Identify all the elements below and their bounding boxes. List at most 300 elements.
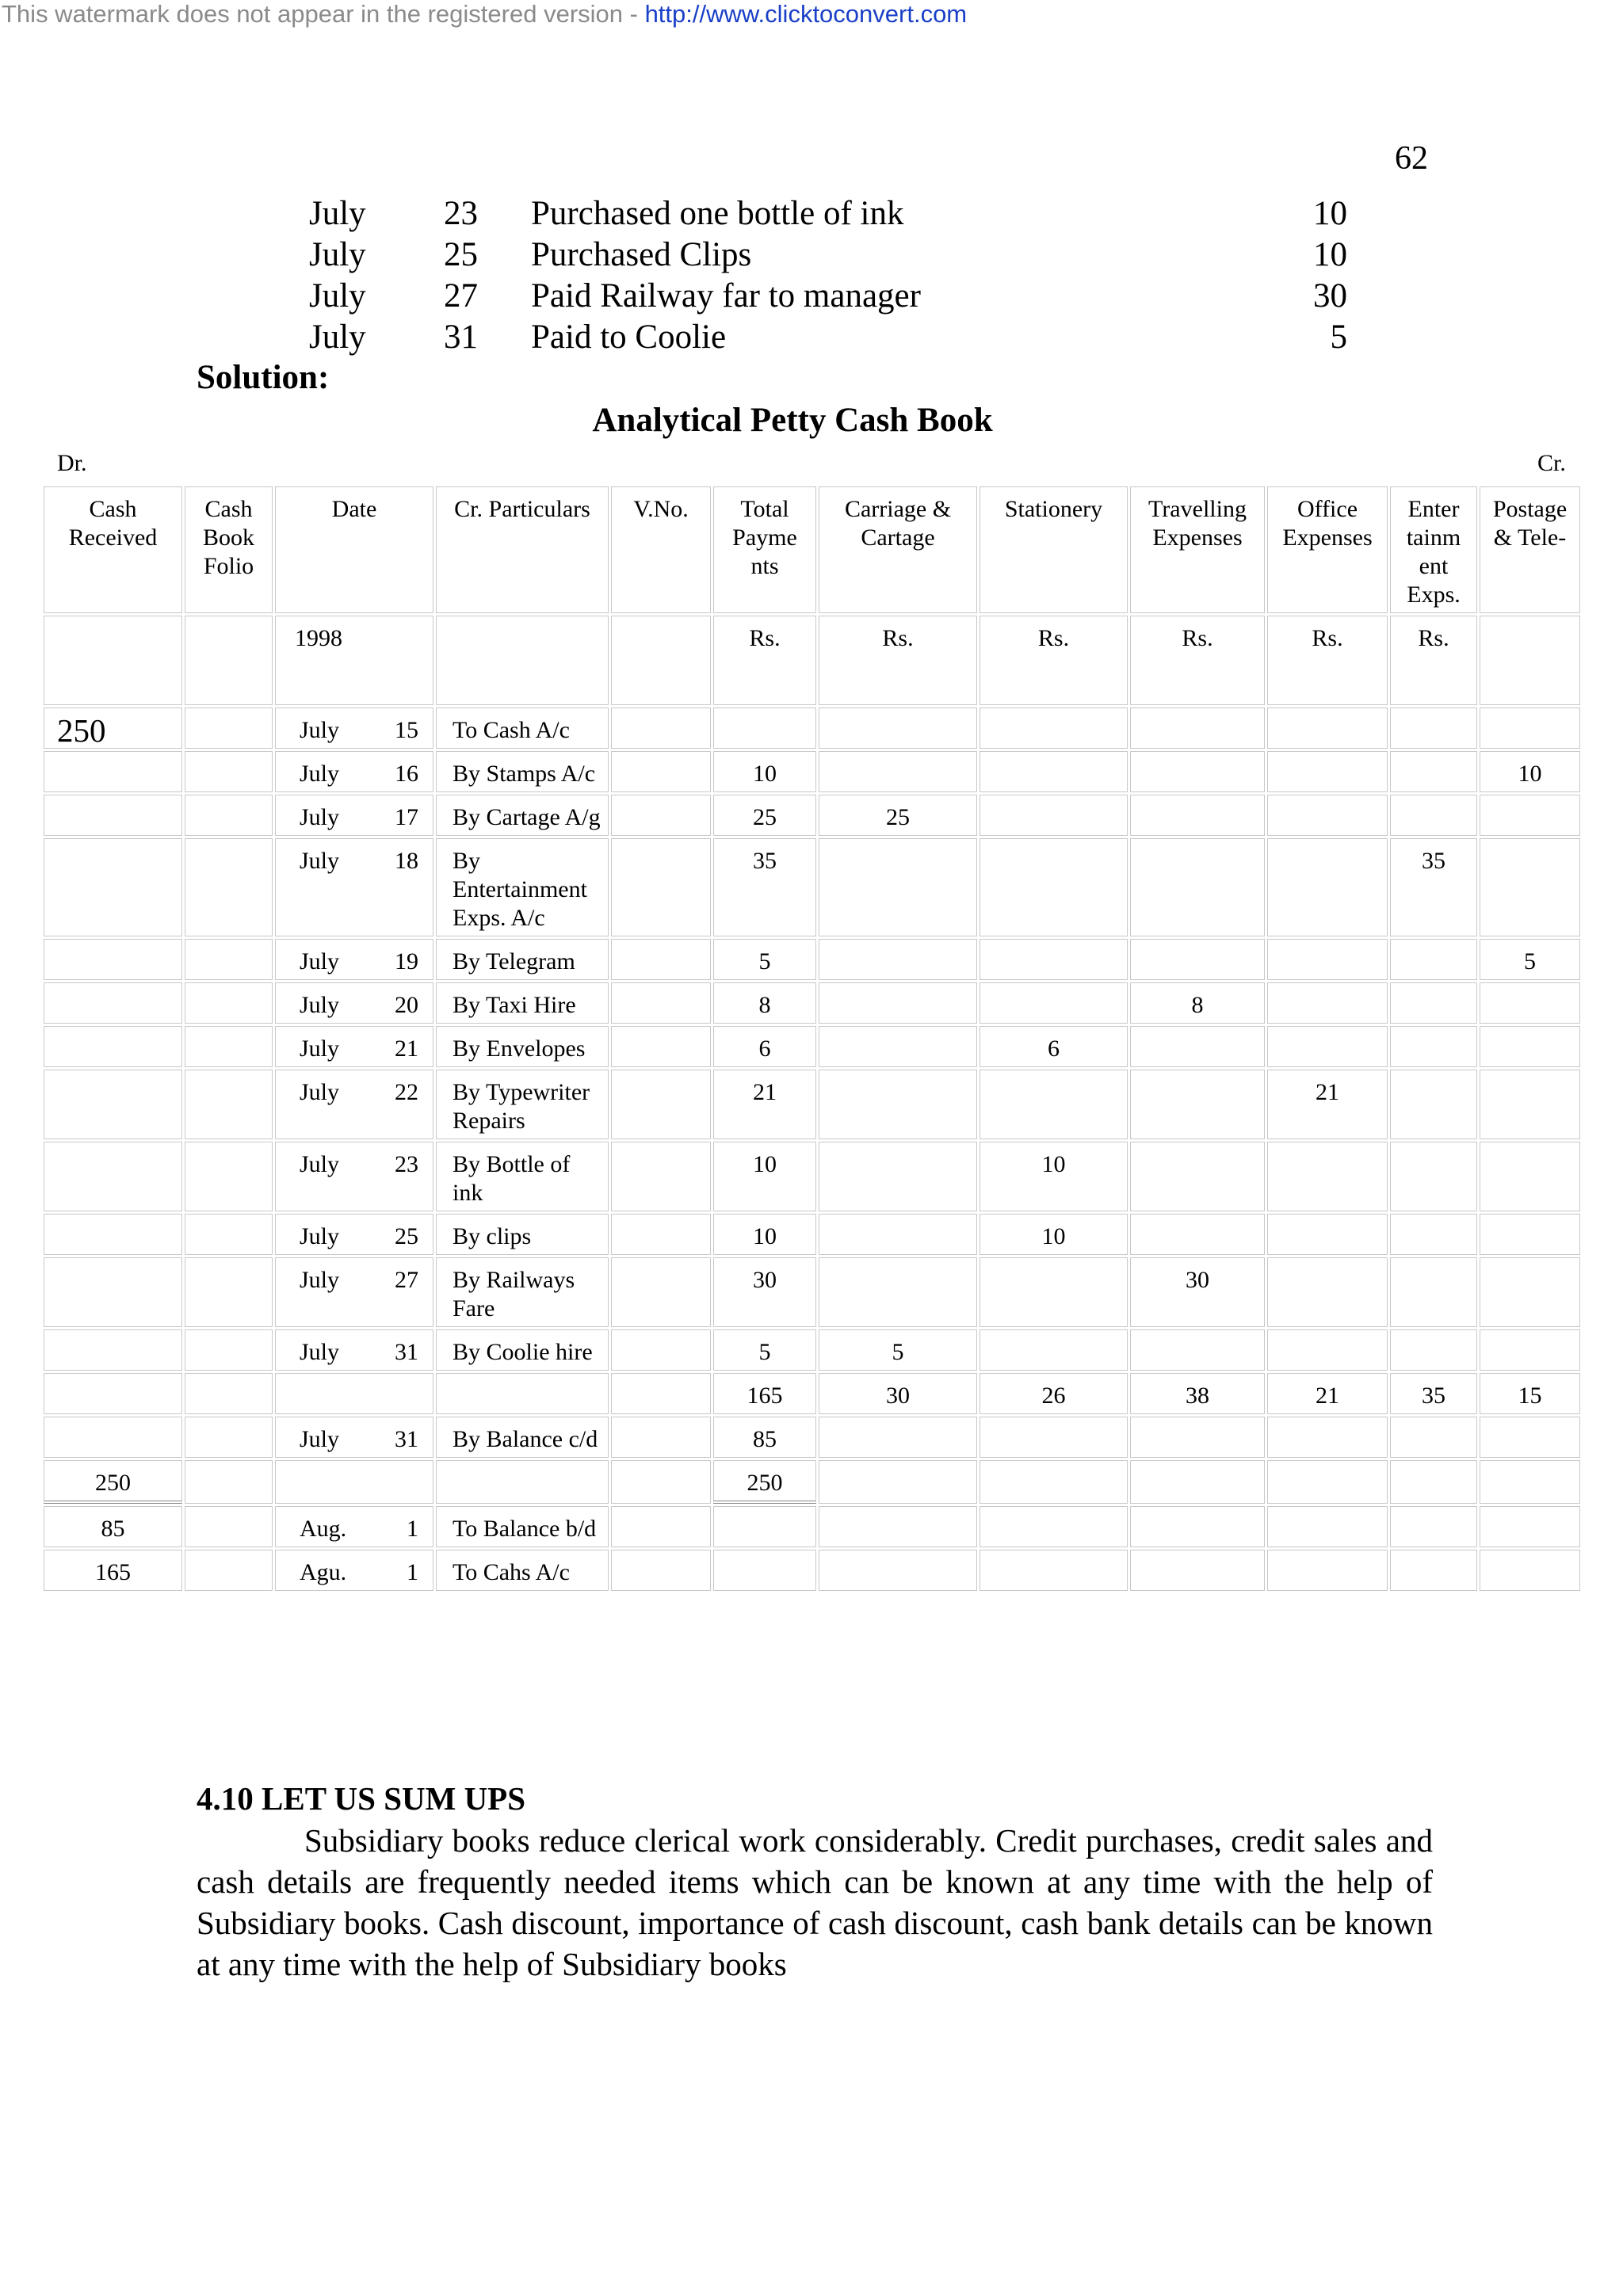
intro-amount: 30 [1313,277,1347,315]
carriage-cell [819,939,977,980]
header-date: Date [275,486,433,613]
cash-received-cell [44,751,182,792]
office-cell [1267,1417,1388,1458]
total-cell: 250 [713,1460,816,1504]
header-cash-book-folio: Cash Book Folio [185,486,273,613]
travelling-cell [1130,751,1265,792]
voucher-number-cell [611,1417,711,1458]
credit-label: Cr. [1537,450,1566,476]
cash-book-folio-cell [185,1550,273,1591]
date-month: July [300,948,340,974]
cash-book-folio-cell [185,1214,273,1255]
voucher-number-cell [611,838,711,936]
travelling-cell [1130,1329,1265,1371]
intro-day: 23 [444,195,478,232]
intro-amount: 5 [1330,318,1347,356]
entertainment-cell: 35 [1390,838,1477,936]
petty-cash-table [41,484,1583,1593]
travelling-cell: 38 [1130,1373,1265,1414]
office-cell [1267,1142,1388,1211]
particulars-cell [436,1373,609,1414]
date-month: July [300,1267,340,1293]
cash-received-cell [44,1070,182,1139]
date-month: July [300,1151,340,1177]
date-cell [275,795,433,836]
cash-received-cell [44,982,182,1024]
stationery-cell: 26 [980,1373,1128,1414]
particulars-cell: By Railways Fare [436,1257,609,1327]
office-cell [1267,751,1388,792]
particulars-cell: By Telegram [436,939,609,980]
cash-book-folio-cell [185,751,273,792]
date-day: 22 [395,1079,418,1105]
entertainment-cell [1390,982,1477,1024]
cash-received-cell [44,1026,182,1067]
units-row [44,616,1580,705]
date-day: 21 [395,1035,418,1062]
postage-cell [1480,838,1580,936]
header-cash-received: Cash Received [44,486,182,613]
date-month: July [300,804,340,830]
date-cell [275,751,433,792]
voucher-number-cell [611,1460,711,1504]
travelling-cell [1130,707,1265,749]
total-cell: 165 [713,1373,816,1414]
date-day: 25 [395,1223,418,1249]
cash-received-cell: 250 [44,707,182,749]
date-day: 18 [395,848,418,874]
unit-rs: Rs. [1267,616,1388,705]
header-carriage: Carriage & Cartage [819,486,977,613]
office-cell [1267,982,1388,1024]
voucher-number-cell [611,982,711,1024]
cash-book-folio-cell [185,707,273,749]
postage-cell: 15 [1480,1373,1580,1414]
entertainment-cell [1390,1214,1477,1255]
particulars-cell: By Stamps A/c [436,751,609,792]
particulars-cell: By clips [436,1214,609,1255]
unit-rs: Rs. [1390,616,1477,705]
office-cell [1267,1257,1388,1327]
date-month: July [300,1035,340,1062]
intro-text: Paid Railway far to manager [531,277,921,315]
watermark-text: This watermark does not appear in the registered version - [2,0,645,28]
date-day: 27 [395,1267,418,1293]
date-month: Aug. [300,1516,347,1542]
travelling-cell [1130,1417,1265,1458]
date-cell [275,939,433,980]
cash-book-folio-cell [185,838,273,936]
ledger-row [44,1329,1580,1371]
entertainment-cell [1390,1460,1477,1504]
particulars-cell: By Taxi Hire [436,982,609,1024]
total-cell: 35 [713,838,816,936]
date-month: Agu. [300,1559,347,1585]
carriage-cell [819,1026,977,1067]
cash-received-cell: 85 [44,1506,182,1547]
stationery-cell [980,838,1128,936]
intro-amount: 10 [1313,195,1347,232]
postage-cell [1480,1550,1580,1591]
page-number: 62 [1395,140,1428,177]
total-cell: 6 [713,1026,816,1067]
carriage-cell [819,1142,977,1211]
office-cell [1267,838,1388,936]
entertainment-cell: 35 [1390,1373,1477,1414]
particulars-cell: By Bottle of ink [436,1142,609,1211]
date-day: 15 [395,717,418,743]
voucher-number-cell [611,1506,711,1547]
unit-rs: Rs. [1130,616,1265,705]
header-stationery: Stationery [980,486,1128,613]
date-month: July [300,992,340,1018]
postage-cell [1480,1142,1580,1211]
postage-cell [1480,1506,1580,1547]
travelling-cell [1130,1070,1265,1139]
cash-received-cell: 165 [44,1550,182,1591]
date-month: July [300,761,340,787]
travelling-cell: 30 [1130,1257,1265,1327]
particulars-cell: To Cash A/c [436,707,609,749]
particulars-cell: By Coolie hire [436,1329,609,1371]
carriage-cell [819,1417,977,1458]
stationery-cell [980,1417,1128,1458]
carriage-cell [819,1070,977,1139]
ledger-row [44,707,1580,749]
voucher-number-cell [611,1026,711,1067]
cash-book-folio-cell [185,795,273,836]
date-cell [275,1070,433,1139]
travelling-cell [1130,1460,1265,1504]
cash-book-folio-cell [185,1070,273,1139]
voucher-number-cell [611,1257,711,1327]
cash-book-folio-cell [185,1026,273,1067]
cash-received-cell [44,1417,182,1458]
ledger-row [44,1142,1580,1211]
stationery-cell [980,795,1128,836]
date-cell [275,1329,433,1371]
total-cell: 21 [713,1070,816,1139]
date-day: 31 [395,1426,418,1452]
postage-cell [1480,707,1580,749]
table-title [0,401,1623,440]
office-cell [1267,1214,1388,1255]
date-month: July [300,717,340,743]
date-day: 1 [407,1516,418,1542]
entertainment-cell [1390,1417,1477,1458]
ledger-row [44,751,1580,792]
office-cell [1267,707,1388,749]
postage-cell [1480,1460,1580,1504]
travelling-cell [1130,795,1265,836]
date-cell [275,1373,433,1414]
travelling-cell [1130,1026,1265,1067]
table-title-text: Analytical Petty Cash Book [592,402,993,439]
carriage-cell [819,1460,977,1504]
travelling-cell: 8 [1130,982,1265,1024]
date-month: July [300,1426,340,1452]
voucher-number-cell [611,1329,711,1371]
stationery-cell [980,1070,1128,1139]
voucher-number-cell [611,939,711,980]
total-cell: 5 [713,939,816,980]
intro-month: July [309,277,366,315]
office-cell: 21 [1267,1070,1388,1139]
date-cell [275,1550,433,1591]
year: 1998 [295,625,342,651]
intro-entry [0,317,1623,358]
date-day: 23 [395,1151,418,1177]
particulars-cell: By Balance c/d [436,1417,609,1458]
carriage-cell: 30 [819,1373,977,1414]
ledger-row [44,1214,1580,1255]
entertainment-cell [1390,1506,1477,1547]
ledger-row [44,1550,1580,1591]
cash-book-folio-cell [185,1460,273,1504]
entertainment-cell [1390,795,1477,836]
date-cell [275,838,433,936]
ledger-row [44,982,1580,1024]
stationery-cell [980,1506,1128,1547]
entertainment-cell [1390,1329,1477,1371]
postage-cell [1480,1026,1580,1067]
header-entertainment: Enter tainm ent Exps. [1390,486,1477,613]
date-cell [275,1460,433,1504]
travelling-cell [1130,838,1265,936]
unit-rs: Rs. [819,616,977,705]
office-cell: 21 [1267,1373,1388,1414]
header-travelling: Travelling Expenses [1130,486,1265,613]
cash-book-folio-cell [185,1373,273,1414]
voucher-number-cell [611,751,711,792]
debit-label: Dr. [57,450,87,476]
intro-entry [0,276,1623,317]
header-row [44,486,1580,613]
travelling-cell [1130,1506,1265,1547]
date-day: 17 [395,804,418,830]
stationery-cell [980,1257,1128,1327]
intro-entry [0,193,1623,235]
entertainment-cell [1390,1257,1477,1327]
total-cell: 25 [713,795,816,836]
cash-received-cell [44,838,182,936]
cash-book-folio-cell [185,1142,273,1211]
date-cell [275,1417,433,1458]
travelling-cell [1130,1214,1265,1255]
travelling-cell [1130,939,1265,980]
intro-entry [0,235,1623,276]
date-cell [275,1026,433,1067]
postage-cell: 10 [1480,751,1580,792]
voucher-number-cell [611,1550,711,1591]
total-cell: 10 [713,751,816,792]
particulars-cell: To Balance b/d [436,1506,609,1547]
postage-cell [1480,1214,1580,1255]
office-cell [1267,939,1388,980]
stationery-cell [980,939,1128,980]
entertainment-cell [1390,751,1477,792]
solution-label: Solution: [197,359,330,396]
cash-received-cell [44,1257,182,1327]
cash-received-cell [44,1373,182,1414]
intro-day: 31 [444,318,478,356]
stationery-cell [980,1550,1128,1591]
cash-book-folio-cell [185,1417,273,1458]
ledger-row [44,1070,1580,1139]
voucher-number-cell [611,1142,711,1211]
total-cell [713,1506,816,1547]
particulars-cell: By Typewriter Repairs [436,1070,609,1139]
postage-cell: 5 [1480,939,1580,980]
stationery-cell [980,1329,1128,1371]
voucher-number-cell [611,1214,711,1255]
entertainment-cell [1390,1070,1477,1139]
ledger-row [44,795,1580,836]
total-cell: 10 [713,1214,816,1255]
voucher-number-cell [611,795,711,836]
date-cell [275,1142,433,1211]
ledger-row [44,939,1580,980]
carriage-cell [819,1550,977,1591]
carriage-cell: 5 [819,1329,977,1371]
stationery-cell [980,982,1128,1024]
voucher-number-cell [611,1070,711,1139]
header-office: Office Expenses [1267,486,1388,613]
date-day: 20 [395,992,418,1018]
header-vno: V.No. [611,486,711,613]
intro-text: Purchased Clips [531,236,752,273]
stationery-cell: 10 [980,1214,1128,1255]
carriage-cell [819,707,977,749]
ledger-row [44,1373,1580,1414]
postage-cell [1480,1417,1580,1458]
year-cell [275,616,433,705]
carriage-cell [819,751,977,792]
watermark [2,0,967,29]
header-total-payments: Total Payme nts [713,486,816,613]
date-cell [275,707,433,749]
particulars-cell: By Envelopes [436,1026,609,1067]
cash-book-folio-cell [185,1257,273,1327]
unit-rs: Rs. [980,616,1128,705]
cash-received-cell [44,1142,182,1211]
section-heading: 4.10 LET US SUM UPS [197,1780,526,1817]
summary-paragraph: Subsidiary books reduce clerical work considerably. Credit purchases, credit sales and cash details are frequently needed items which can be known at any time with the help of Subsidiary books. Cash discount, importance of cash discount, cash bank details can be known at any time with the help of Subsidiary books [197,1822,1433,1982]
carriage-cell [819,1214,977,1255]
cash-book-folio-cell [185,939,273,980]
ledger-row [44,1460,1580,1504]
cash-received-cell: 250 [44,1460,182,1504]
intro-amount: 10 [1313,236,1347,273]
cash-book-folio-cell [185,1506,273,1547]
office-cell [1267,1329,1388,1371]
cash-received-cell [44,939,182,980]
stationery-cell [980,751,1128,792]
total-cell: 10 [713,1142,816,1211]
entertainment-cell [1390,1142,1477,1211]
total-cell: 5 [713,1329,816,1371]
intro-day: 25 [444,236,478,273]
entertainment-cell [1390,1550,1477,1591]
date-month: July [300,1339,340,1365]
date-day: 31 [395,1339,418,1365]
intro-month: July [309,318,366,356]
ledger-row [44,1257,1580,1327]
particulars-cell: By Entertainment Exps. A/c [436,838,609,936]
carriage-cell [819,1506,977,1547]
date-day: 19 [395,948,418,974]
ledger-row [44,1026,1580,1067]
intro-month: July [309,195,366,232]
date-cell [275,982,433,1024]
date-day: 16 [395,761,418,787]
carriage-cell [819,982,977,1024]
watermark-link[interactable]: http://www.clicktoconvert.com [644,0,968,28]
intro-text: Purchased one bottle of ink [531,195,904,232]
ledger-row [44,1417,1580,1458]
office-cell [1267,1550,1388,1591]
office-cell [1267,1026,1388,1067]
header-particulars: Cr. Particulars [436,486,609,613]
office-cell [1267,1506,1388,1547]
unit-rs: Rs. [713,616,816,705]
date-month: July [300,1079,340,1105]
carriage-cell: 25 [819,795,977,836]
entertainment-cell [1390,707,1477,749]
voucher-number-cell [611,707,711,749]
stationery-cell [980,1460,1128,1504]
ledger-row [44,1506,1580,1547]
office-cell [1267,795,1388,836]
carriage-cell [819,838,977,936]
cash-received-cell [44,795,182,836]
postage-cell [1480,795,1580,836]
particulars-cell: To Cahs A/c [436,1550,609,1591]
cash-received-cell [44,1329,182,1371]
date-cell [275,1214,433,1255]
total-cell: 8 [713,982,816,1024]
carriage-cell [819,1257,977,1327]
cash-book-folio-cell [185,1329,273,1371]
particulars-cell: By Cartage A/g [436,795,609,836]
total-cell [713,1550,816,1591]
date-month: July [300,848,340,874]
date-cell [275,1506,433,1547]
travelling-cell [1130,1550,1265,1591]
intro-day: 27 [444,277,478,315]
date-month: July [300,1223,340,1249]
stationery-cell: 6 [980,1026,1128,1067]
entertainment-cell [1390,1026,1477,1067]
total-cell: 85 [713,1417,816,1458]
cash-book-folio-cell [185,982,273,1024]
header-postage: Postage & Tele- [1480,486,1580,613]
stationery-cell [980,707,1128,749]
postage-cell [1480,1070,1580,1139]
stationery-cell: 10 [980,1142,1128,1211]
cash-received-cell [44,1214,182,1255]
postage-cell [1480,982,1580,1024]
office-cell [1267,1460,1388,1504]
postage-cell [1480,1329,1580,1371]
travelling-cell [1130,1142,1265,1211]
date-cell [275,1257,433,1327]
entertainment-cell [1390,939,1477,980]
total-cell: 30 [713,1257,816,1327]
total-cell [713,707,816,749]
postage-cell [1480,1257,1580,1327]
ledger-row [44,838,1580,936]
